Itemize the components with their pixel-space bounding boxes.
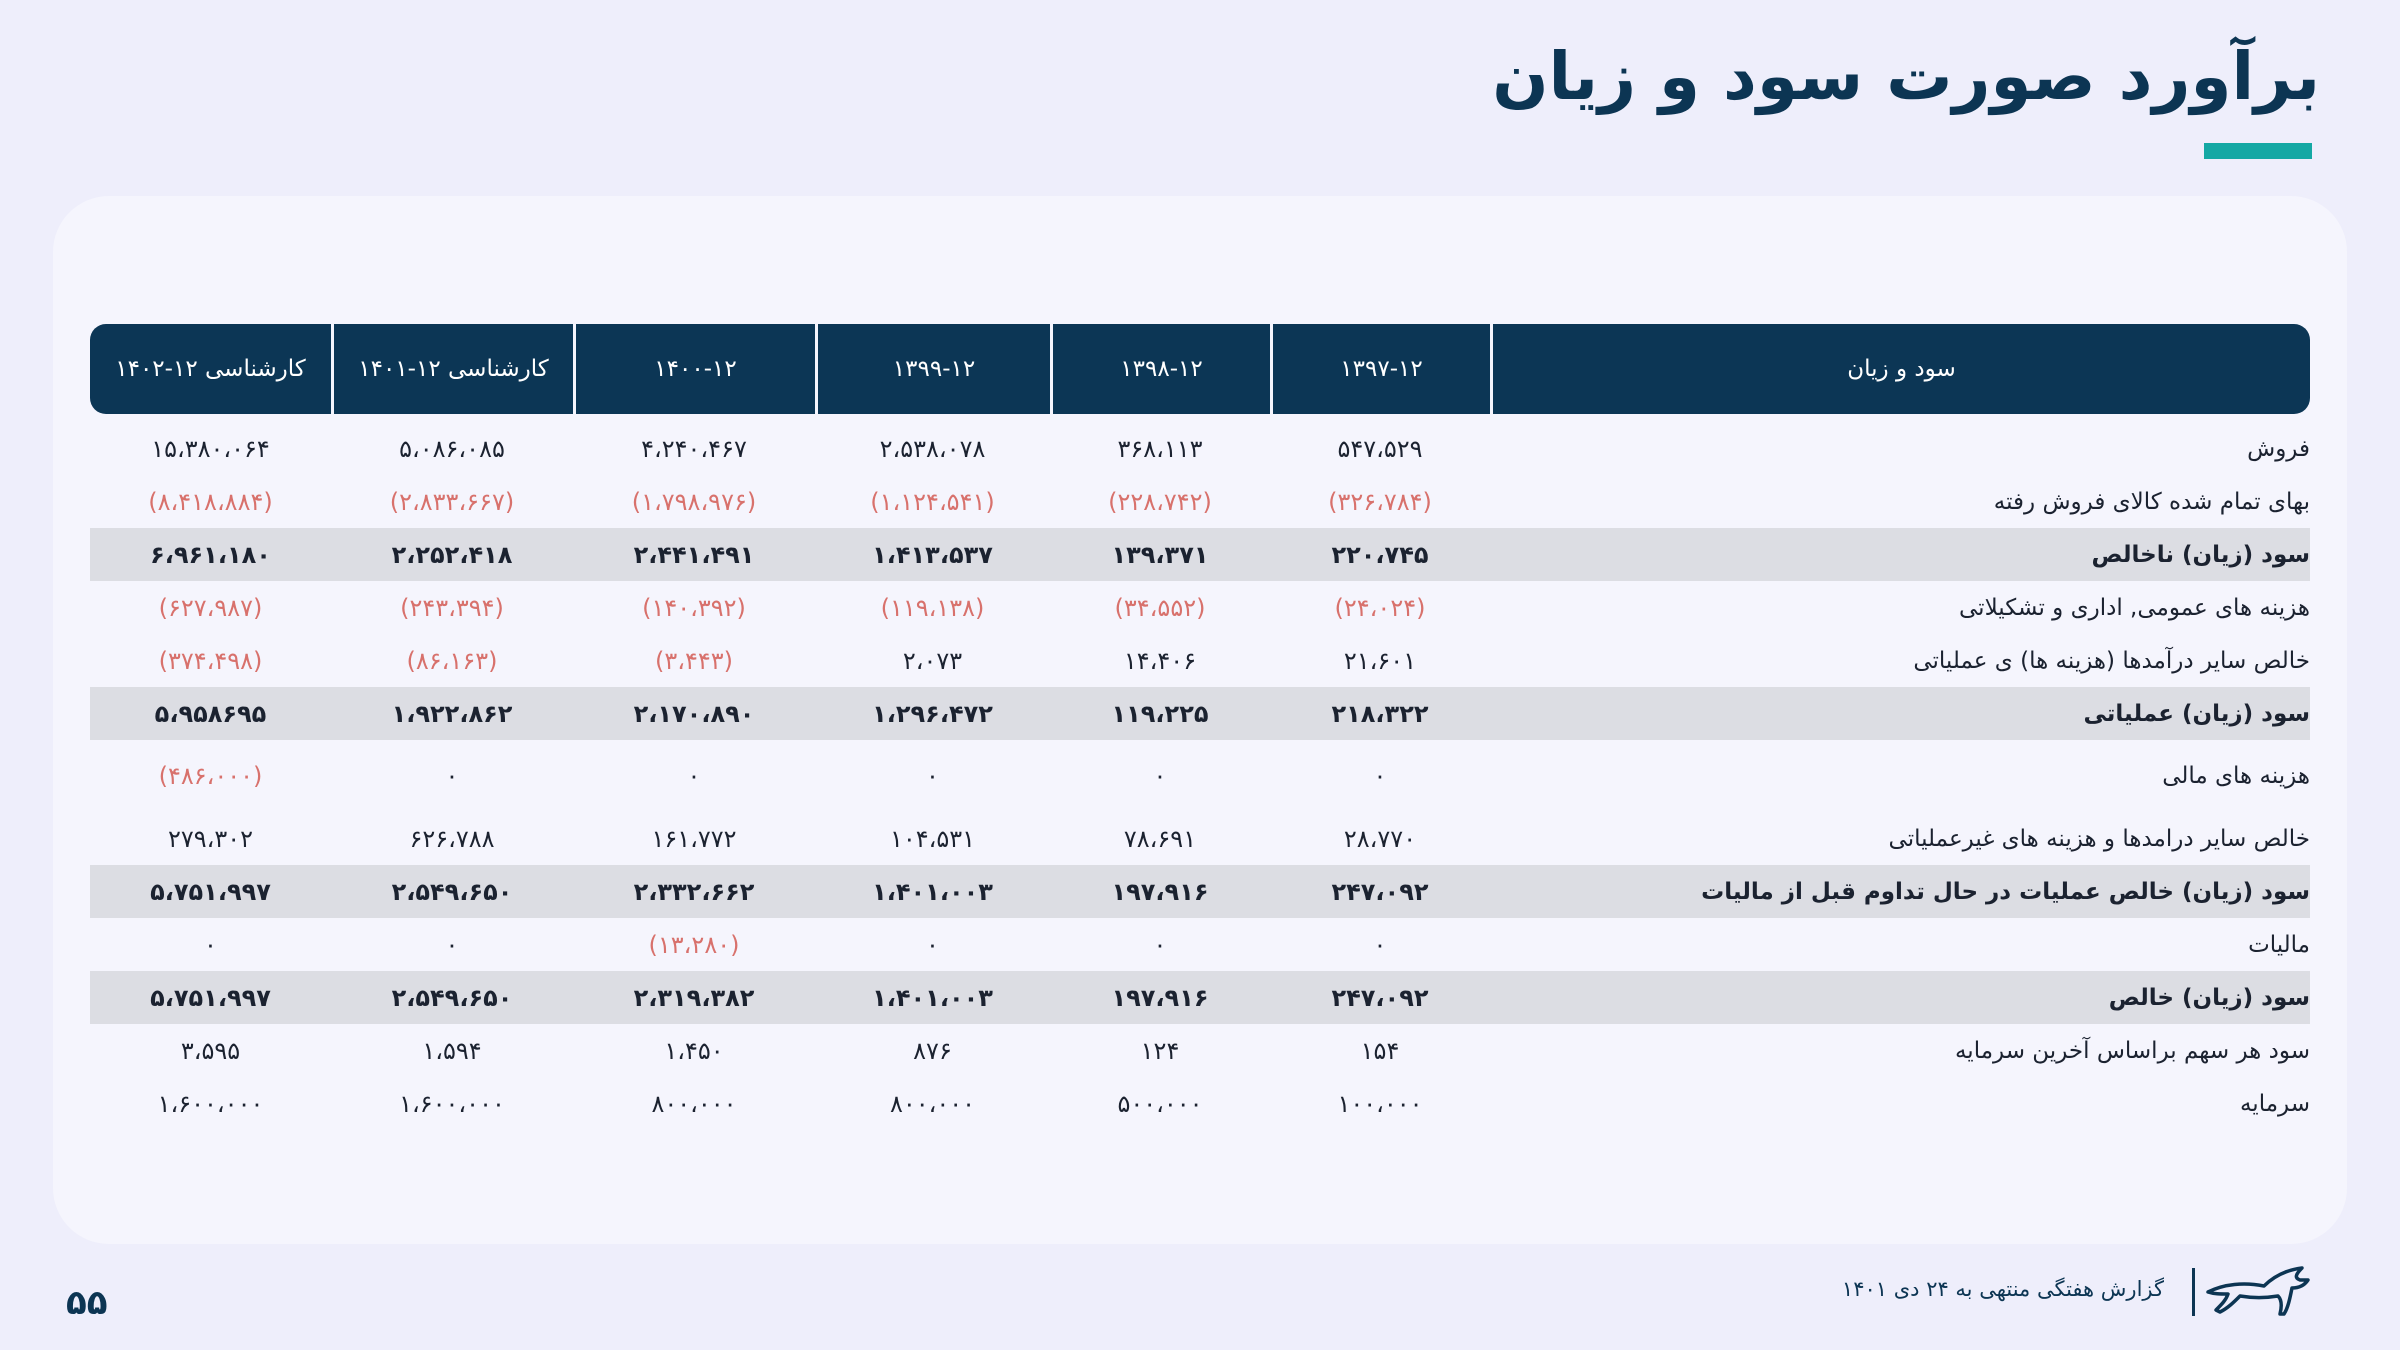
footer-report-label: گزارش هفتگی منتهی به ۲۴ دی ۱۴۰۱ (1841, 1277, 2164, 1301)
table-row (90, 581, 2310, 634)
value-cell: ۲۱۸،۳۲۲ (1270, 687, 1490, 740)
value-cell: ۲۸،۷۷۰ (1343, 824, 1417, 853)
row-label: سود (زیان) خالص (1490, 971, 2310, 1024)
row-label: سود (زیان) عملیاتی (1490, 687, 2310, 740)
value-cell: ۲،۰۷۳ (902, 646, 963, 675)
table-row (90, 634, 2310, 687)
value-cell: ۵،۹۵۸۶۹۵ (90, 687, 331, 740)
value-cell: ۱۲۴ (1140, 1036, 1180, 1065)
value-cell: (۲،۸۳۳،۶۶۷) (389, 487, 515, 516)
value-cell: (۸۶،۱۶۳) (406, 646, 498, 675)
table-row (90, 740, 2310, 812)
row-label: سود (زیان) خالص عملیات در حال تداوم قبل از مالیات (1490, 865, 2310, 918)
page-number: ۵۵ (66, 1283, 108, 1323)
row-label: سود (زیان) ناخالص (1490, 528, 2310, 581)
value-cell: (۲۴۳،۳۹۴) (400, 593, 504, 622)
value-cell: ۰ (445, 762, 459, 790)
value-cell: (۱۱۹،۱۳۸) (880, 593, 985, 622)
value-cell: (۳۴،۵۵۲) (1114, 593, 1206, 622)
bull-logo-icon (2204, 1262, 2312, 1322)
value-cell: ۱،۴۰۱،۰۰۳ (815, 971, 1050, 1024)
value-cell: ۷۸،۶۹۱ (1123, 824, 1197, 853)
header-cell-1400: ۱۴۰۰-۱۲ (573, 324, 815, 414)
value-cell: ۲،۳۳۲،۶۶۲ (573, 865, 815, 918)
value-cell: (۲۴،۰۲۴) (1334, 593, 1426, 622)
table-header-row (90, 324, 2310, 414)
value-cell: ۶،۹۶۱،۱۸۰ (90, 528, 331, 581)
row-label: سرمایه (2239, 1090, 2310, 1117)
table-row (90, 865, 2310, 918)
value-cell: (۸،۴۱۸،۸۸۴) (148, 487, 273, 516)
value-cell: ۲،۵۴۹،۶۵۰ (331, 971, 573, 1024)
value-cell: ۵،۷۵۱،۹۹۷ (90, 971, 331, 1024)
header-cell-item: سود و زیان (1490, 324, 2310, 414)
value-cell: ۱۳۹،۳۷۱ (1050, 528, 1270, 581)
value-cell: ۱،۶۰۰،۰۰۰ (157, 1089, 264, 1118)
value-cell: ۱۵،۳۸۰،۰۶۴ (151, 434, 270, 463)
table-row (90, 687, 2310, 740)
table-row (90, 971, 2310, 1024)
value-cell: ۵،۰۸۶،۰۸۵ (399, 434, 505, 463)
title-underline (2204, 143, 2312, 159)
value-cell: ۱،۴۰۱،۰۰۳ (815, 865, 1050, 918)
value-cell: ۱،۴۵۰ (664, 1036, 724, 1065)
value-cell: ۴،۲۴۰،۴۶۷ (641, 434, 747, 463)
value-cell: ۳۶۸،۱۱۳ (1117, 434, 1203, 463)
table-row (90, 475, 2310, 528)
value-cell: ۱۶۱،۷۷۲ (651, 824, 737, 853)
row-label: فروش (2247, 435, 2310, 462)
row-label: بهای تمام شده کالای فروش رفته (1993, 488, 2310, 515)
table-row (90, 918, 2310, 971)
spacer-cell (90, 414, 2310, 422)
header-cell-1398: ۱۳۹۸-۱۲ (1050, 324, 1270, 414)
value-cell: ۰ (204, 930, 217, 959)
value-cell: (۳۲۶،۷۸۴) (1328, 487, 1432, 516)
value-cell: (۲۲۸،۷۴۲) (1108, 487, 1212, 516)
value-cell: ۰ (926, 930, 939, 959)
table-row (90, 1077, 2310, 1130)
row-label: سود هر سهم براساس آخرین سرمایه (1954, 1037, 2310, 1064)
value-cell: ۸۰۰،۰۰۰ (889, 1089, 976, 1118)
value-cell: ۱۰۴،۵۳۱ (889, 824, 976, 853)
value-cell: ۱۴،۴۰۶ (1123, 646, 1197, 675)
value-cell: ۰ (1153, 762, 1167, 790)
value-cell: (۱،۱۲۴،۵۴۱) (870, 487, 995, 516)
table-row (90, 812, 2310, 865)
value-cell: (۱۴۰،۳۹۲) (642, 593, 746, 622)
spacer-row (90, 414, 2310, 422)
value-cell: ۸۰۰،۰۰۰ (651, 1089, 737, 1118)
value-cell: ۱،۶۰۰،۰۰۰ (399, 1089, 505, 1118)
value-cell: ۰ (1373, 762, 1387, 790)
value-cell: ۵۴۷،۵۲۹ (1337, 434, 1423, 463)
value-cell: (۱،۷۹۸،۹۷۶) (631, 487, 757, 516)
value-cell: ۵،۷۵۱،۹۹۷ (90, 865, 331, 918)
value-cell: (۴۸۶،۰۰۰) (158, 762, 263, 790)
value-cell: (۱۳،۲۸۰) (648, 930, 740, 959)
value-cell: ۲۴۷،۰۹۲ (1270, 865, 1490, 918)
value-cell: ۰ (687, 762, 701, 790)
table-row (90, 1024, 2310, 1077)
value-cell: ۱۱۹،۲۲۵ (1050, 687, 1270, 740)
value-cell: ۲۴۷،۰۹۲ (1270, 971, 1490, 1024)
value-cell: ۲،۱۷۰،۸۹۰ (573, 687, 815, 740)
value-cell: ۰ (926, 762, 939, 790)
table-row (90, 528, 2310, 581)
value-cell: ۵۰۰،۰۰۰ (1117, 1089, 1203, 1118)
value-cell: ۱۹۷،۹۱۶ (1050, 971, 1270, 1024)
value-cell: (۳۷۴،۴۹۸) (158, 646, 263, 675)
value-cell: ۰ (1153, 930, 1167, 959)
income-statement-table (90, 324, 2310, 1130)
header-cell-1397: ۱۳۹۷-۱۲ (1270, 324, 1490, 414)
value-cell: ۲،۳۱۹،۳۸۲ (573, 971, 815, 1024)
value-cell: ۱،۲۹۶،۴۷۲ (815, 687, 1050, 740)
value-cell: ۲،۵۴۹،۶۵۰ (331, 865, 573, 918)
value-cell: (۳،۴۴۳) (654, 646, 734, 675)
page-title: برآورد صورت سود و زیان (1492, 38, 2320, 115)
value-cell: ۱،۴۱۳،۵۳۷ (815, 528, 1050, 581)
row-label: هزینه های مالی (2162, 763, 2310, 789)
value-cell: ۲۱،۶۰۱ (1343, 646, 1417, 675)
row-label: مالیات (2248, 931, 2310, 958)
value-cell: ۰ (1373, 930, 1387, 959)
value-cell: ۶۲۶،۷۸۸ (409, 824, 495, 853)
row-label: خالص سایر درآمدها (هزینه ها) ی عملیاتی (1913, 647, 2310, 674)
value-cell: ۲،۴۴۱،۴۹۱ (573, 528, 815, 581)
value-cell: ۱۰۰،۰۰۰ (1337, 1089, 1423, 1118)
value-cell: ۲،۲۵۲،۴۱۸ (331, 528, 573, 581)
header-cell-1399: ۱۳۹۹-۱۲ (815, 324, 1050, 414)
value-cell: ۲،۵۳۸،۰۷۸ (879, 434, 986, 463)
row-label: هزینه های عمومی, اداری و تشکیلاتی (1959, 594, 2310, 621)
value-cell: (۶۲۷،۹۸۷) (158, 593, 263, 622)
value-cell: ۱،۵۹۴ (422, 1036, 482, 1065)
header-cell-1401-forecast: کارشناسی ۱۲-۱۴۰۱ (331, 324, 573, 414)
value-cell: ۱،۹۲۲،۸۶۲ (331, 687, 573, 740)
value-cell: ۳،۵۹۵ (180, 1036, 241, 1065)
value-cell: ۱۵۴ (1360, 1036, 1400, 1065)
row-label: خالص سایر درامدها و هزینه های غیرعملیاتی (1888, 825, 2310, 852)
value-cell: ۲۲۰،۷۴۵ (1270, 528, 1490, 581)
value-cell: ۰ (445, 930, 459, 959)
value-cell: ۱۹۷،۹۱۶ (1050, 865, 1270, 918)
value-cell: ۲۷۹،۳۰۲ (167, 824, 254, 853)
footer-divider (2192, 1268, 2195, 1316)
value-cell: ۸۷۶ (913, 1036, 952, 1065)
header-cell-1402-forecast: کارشناسی ۱۲-۱۴۰۲ (90, 324, 331, 414)
table-row (90, 422, 2310, 475)
